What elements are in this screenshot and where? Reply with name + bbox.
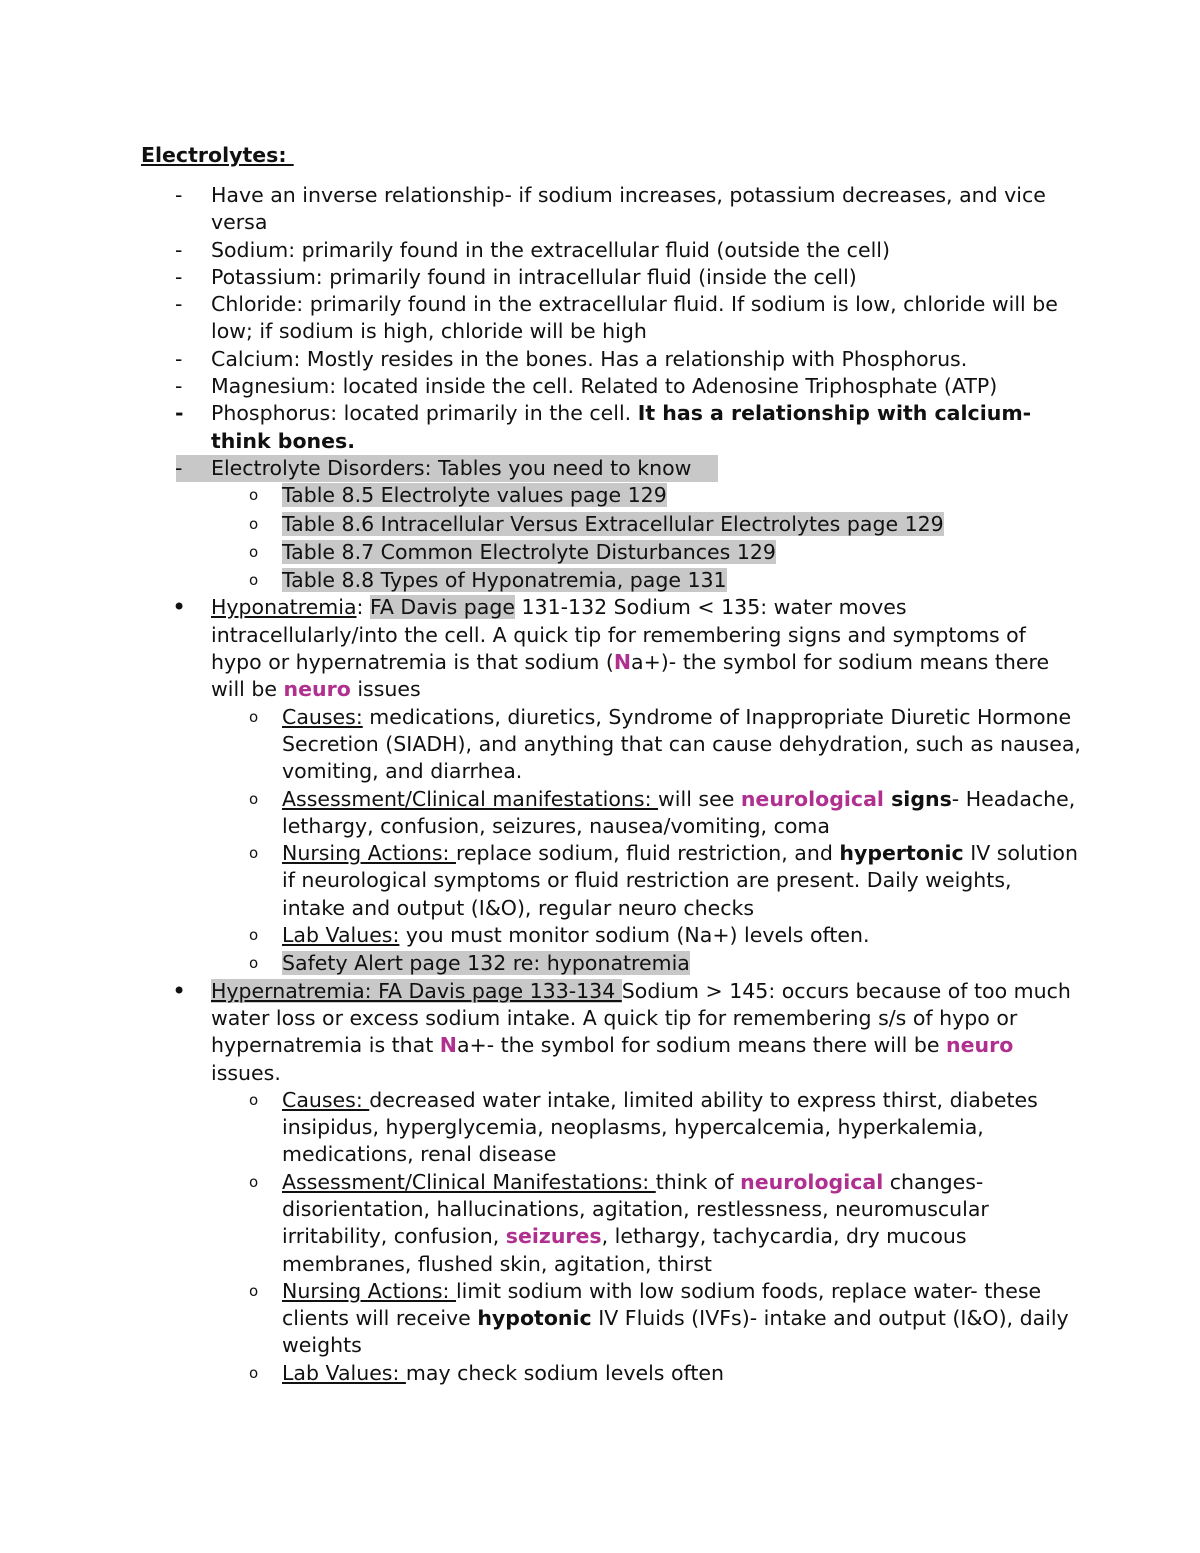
hyper-causes: [141, 1087, 1081, 1169]
item-text: Magnesium: located inside the cell. Related to Adenosine Triphosphate (ATP): [211, 374, 998, 399]
item-text: will see: [658, 786, 741, 811]
list-item-table88: [141, 567, 1081, 594]
hyponatremia-label: Hyponatremia: [211, 595, 357, 620]
subheading: Nursing Actions:: [282, 1278, 456, 1303]
list-item-chloride: [141, 291, 1081, 346]
dash-marker: -: [175, 237, 183, 262]
hypo-assessment: [141, 786, 1081, 841]
circle-marker: o: [249, 486, 259, 505]
list-item-inverse: [141, 182, 1081, 237]
list-item-potassium: [141, 264, 1081, 291]
item-text: Table 8.8 Types of Hyponatremia, page 131: [282, 568, 727, 593]
item-text: - Headache, lethargy, confusion, seizures, nausea/vomiting, coma: [282, 786, 1076, 838]
hypernatremia-label: Hypernatremia: FA Davis page 133-134: [211, 978, 622, 1003]
item-text: issues: [350, 677, 421, 702]
dash-marker: -: [175, 183, 183, 207]
circle-marker: o: [249, 954, 259, 973]
item-text: Table 8.5 Electrolyte values page 129: [282, 483, 667, 508]
subheading: Assessment/Clinical Manifestations:: [282, 1169, 656, 1194]
bold-text: hypotonic: [477, 1306, 592, 1331]
dash-marker: -: [175, 374, 183, 399]
item-text: 131-132 Sodium < 135: water moves intracellularly/into the cell. A quick tip for remembering signs and symptoms of hypo or hypernatremia is that sodium (: [211, 595, 1026, 675]
item-text-bold: It has a relationship with calcium- think bones.: [211, 401, 1032, 453]
hyper-assessment: [141, 1169, 1081, 1278]
subheading: Causes:: [282, 704, 363, 729]
list-item-table86: [141, 511, 1081, 538]
hypo-causes: [141, 704, 1081, 786]
item-text: Safety Alert page 132 re: hyponatremia: [282, 951, 690, 976]
hyper-nursing-actions: [141, 1278, 1081, 1360]
dot-marker: •: [172, 593, 187, 622]
list-item-table87: [141, 539, 1081, 566]
list-item-magnesium: [141, 373, 1081, 400]
subheading: Lab Values:: [282, 923, 400, 948]
dash-marker: -: [175, 346, 183, 371]
accent-text: neurological: [740, 1169, 884, 1194]
list-item-phosphorus: [141, 400, 1081, 455]
circle-marker: o: [249, 926, 259, 945]
accent-text: neuro: [283, 677, 351, 702]
item-text: decreased water intake, limited ability to express thirst, diabetes insipidus, hyperglycemia, neoplasms, hypercalcemia, hyperkalemia, medications, renal disease: [282, 1087, 1038, 1167]
dash-marker: -: [175, 455, 183, 480]
dash-marker: -: [175, 264, 183, 289]
circle-marker: o: [249, 542, 259, 561]
item-text: Table 8.7 Common Electrolyte Disturbances 129: [282, 539, 776, 564]
circle-marker: o: [249, 844, 259, 863]
item-text: Calcium: Mostly resides in the bones. Has a relationship with Phosphorus.: [211, 346, 968, 371]
hyper-lab-values: [141, 1360, 1081, 1387]
accent-text: seizures: [505, 1224, 602, 1249]
accent-text: neurological: [740, 786, 884, 811]
accent-text: N: [439, 1033, 457, 1058]
dash-marker: -: [175, 292, 183, 317]
electrolytes-list: [141, 182, 1081, 1387]
list-item-calcium: [141, 346, 1081, 373]
item-text: , lethargy, tachycardia, dry mucous membranes, flushed skin, agitation, thirst: [282, 1224, 967, 1276]
item-text: Sodium > 145: occurs because of too much water loss or excess sodium intake. A quick tip for remembering s/s of hypo or hypernatremia is that: [211, 978, 1071, 1058]
item-text: Electrolyte Disorders: Tables you need to know: [211, 455, 692, 480]
dot-marker: •: [172, 976, 187, 1005]
circle-marker: o: [249, 1281, 259, 1300]
item-text: Chloride: primarily found in the extracellular fluid. If sodium is low, chloride will be low; if sodium is high, chloride will be high: [211, 292, 1058, 344]
circle-marker: o: [249, 1172, 259, 1191]
item-text: IV solution if neurological symptoms or fluid restriction are present. Daily weights, intake and output (I&O), regular neuro checks: [282, 841, 1078, 920]
item-text: you must monitor sodium (Na+) levels often.: [399, 923, 870, 948]
accent-text: neuro: [946, 1033, 1014, 1058]
item-text: Phosphorus: located primarily in the cell.: [211, 401, 638, 426]
subheading: Nursing Actions:: [282, 841, 456, 866]
hypo-lab-values: [141, 922, 1081, 949]
hyponatremia-reference: FA Davis page: [369, 595, 515, 620]
subheading: Lab Values:: [282, 1360, 406, 1385]
item-text: may check sodium levels often: [405, 1360, 725, 1385]
page-title: Electrolytes:: [141, 143, 294, 167]
subheading: Assessment/Clinical manifestations:: [282, 786, 659, 811]
list-item-sodium: [141, 237, 1081, 264]
item-text: changes- disorientation, hallucinations, agitation, restlessness, neuromuscular irritability, confusion,: [282, 1169, 989, 1249]
accent-text: N: [613, 650, 632, 675]
list-item-table85: [141, 482, 1081, 509]
colon-text: :: [356, 595, 370, 620]
circle-marker: o: [249, 707, 259, 726]
item-text: limit sodium with low sodium foods, replace water- these clients will receive: [282, 1278, 1042, 1331]
bold-text: hypertonic: [839, 841, 964, 866]
item-text: think of: [655, 1169, 741, 1194]
circle-marker: o: [249, 789, 259, 808]
item-text: medications, diuretics, Syndrome of Inappropriate Diuretic Hormone Secretion (SIADH), and anything that can cause dehydration, such as nausea, vomiting, and diarrhea.: [282, 704, 1081, 784]
item-text: issues.: [211, 1060, 281, 1085]
item-text: Table 8.6 Intracellular Versus Extracellular Electrolytes page 129: [282, 511, 944, 536]
hypo-safety-alert: [141, 950, 1081, 977]
item-text: Potassium: primarily found in intracellular fluid (inside the cell): [211, 264, 857, 289]
item-text: Sodium: primarily found in the extracellular fluid (outside the cell): [211, 237, 890, 262]
hypo-nursing-actions: [141, 840, 1081, 922]
circle-marker: o: [249, 514, 259, 533]
item-text: replace sodium, fluid restriction, and: [455, 841, 840, 866]
item-text: a+)- the symbol for sodium means there will be: [211, 650, 1050, 702]
item-text: a+- the symbol for sodium means there will be: [456, 1033, 947, 1058]
dash-marker: -: [175, 401, 184, 426]
item-text: IV Fluids (IVFs)- intake and output (I&O), daily weights: [282, 1306, 1069, 1358]
circle-marker: o: [249, 1363, 259, 1382]
list-item-disorders: [141, 455, 1081, 482]
circle-marker: o: [249, 571, 259, 590]
section-hypernatremia: [141, 978, 1081, 1087]
bold-text: signs: [883, 786, 952, 811]
section-hyponatremia: [141, 594, 1081, 703]
subheading: Causes:: [282, 1087, 370, 1112]
circle-marker: o: [249, 1090, 259, 1109]
item-text: Have an inverse relationship- if sodium increases, potassium decreases, and vice versa: [211, 183, 1046, 235]
